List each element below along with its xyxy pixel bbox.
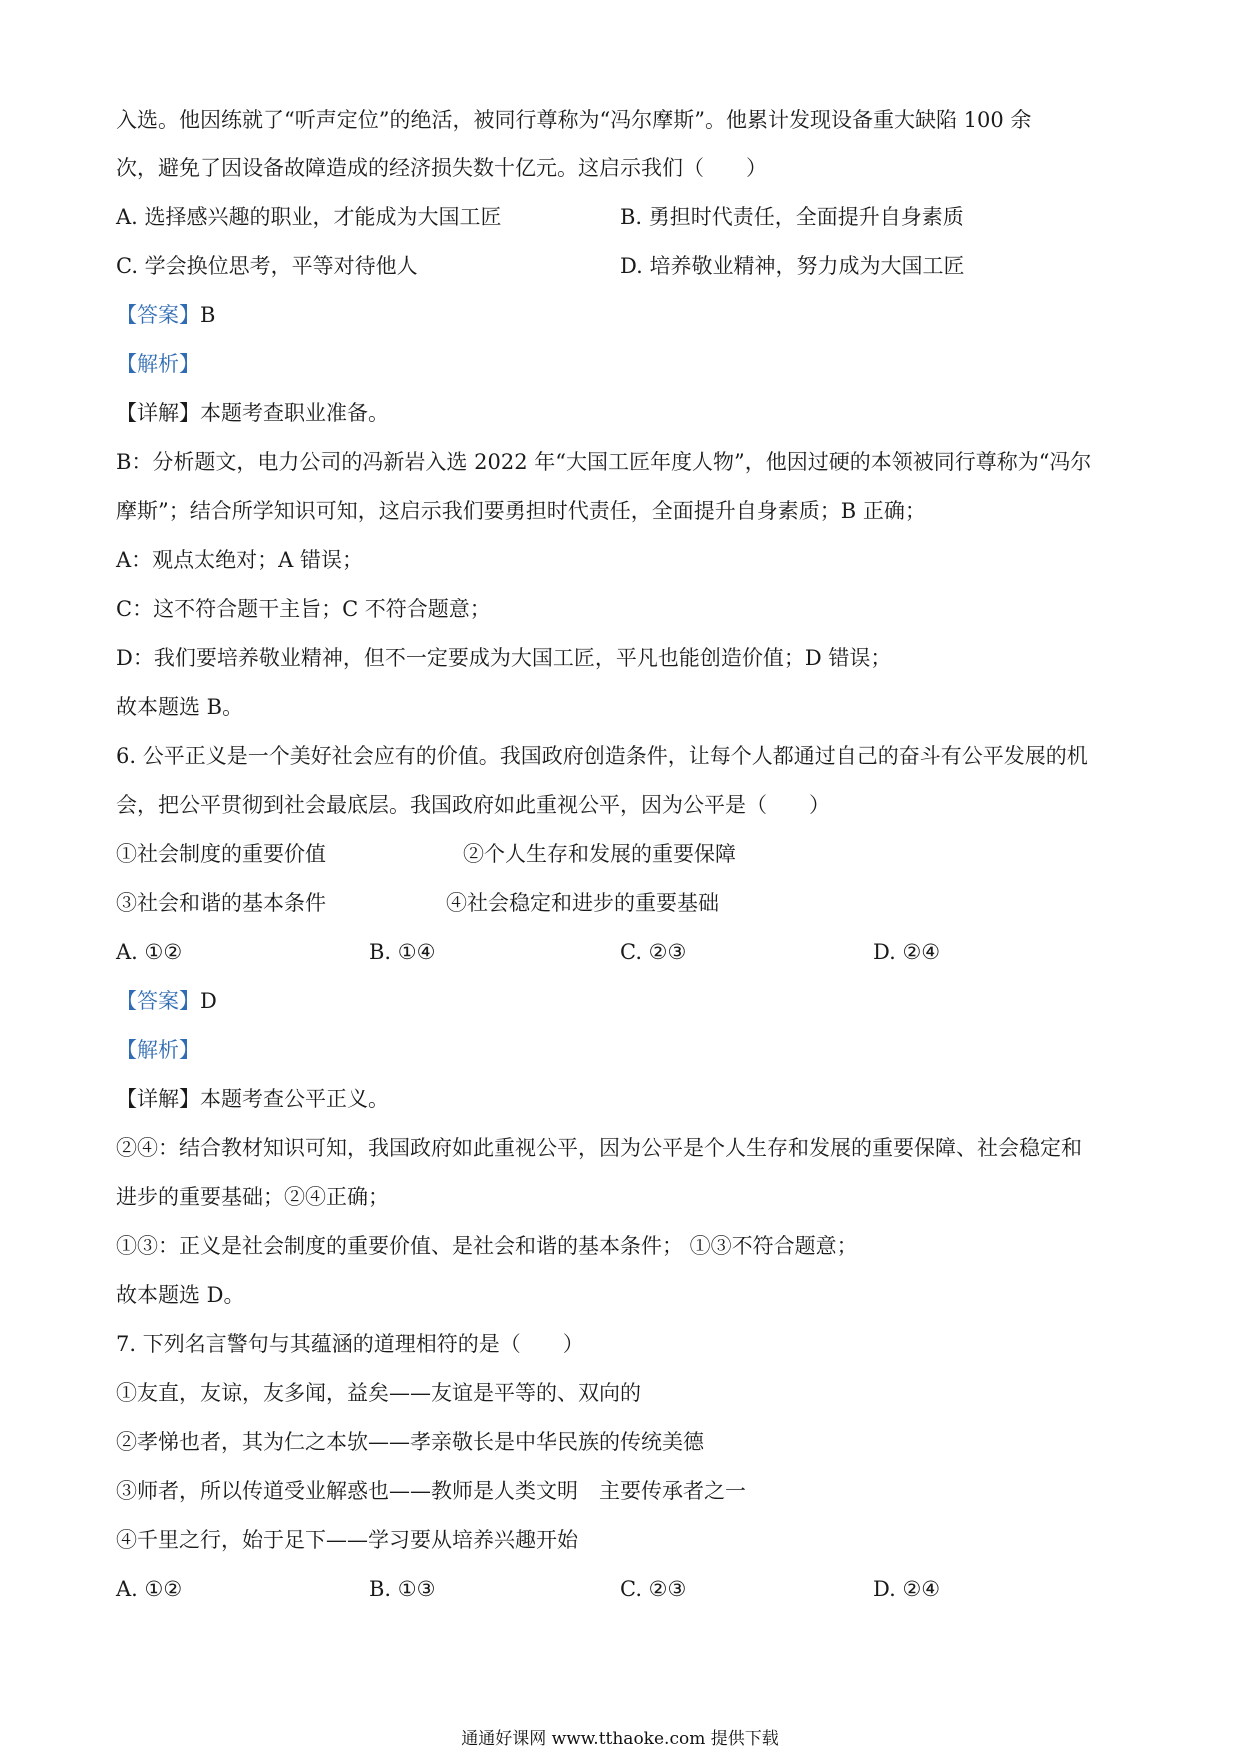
q6-item-1: ①社会制度的重要价值 [116, 842, 326, 866]
q5-answer-value: B [200, 303, 216, 327]
q5-option-b: B. 勇担时代责任，全面提升自身素质 [620, 205, 964, 229]
q7-item-2: ②孝悌也者，其为仁之本欤——孝亲敬长是中华民族的传统美德 [116, 1430, 704, 1454]
q5-explanation-1: B：分析题文，电力公司的冯新岩入选 2022 年“大国工匠年度人物”，他因过硬的本领被同行尊称为“冯尔 [116, 450, 1092, 474]
q7-item-4: ④千里之行，始于足下——学习要从培养兴趣开始 [116, 1528, 578, 1552]
q6-option-d: D. ②④ [873, 940, 941, 964]
q6-explanation-1: ②④：结合教材知识可知，我国政府如此重视公平，因为公平是个人生存和发展的重要保障、社会稳定和 [116, 1136, 1082, 1160]
q5-explanation-4: C：这不符合题干主旨；C 不符合题意； [116, 597, 491, 621]
q6-option-b: B. ①④ [369, 940, 436, 964]
q6-item-3: ③社会和谐的基本条件 [116, 891, 326, 915]
q6-explanation-2: 进步的重要基础；②④正确； [116, 1185, 389, 1209]
q7-option-b: B. ①③ [369, 1577, 436, 1601]
q6-answer-value: D [200, 989, 217, 1013]
q6-explanation-3: ①③：正义是社会制度的重要价值、是社会和谐的基本条件； ①③不符合题意； [116, 1234, 858, 1258]
q7-option-d: D. ②④ [873, 1577, 941, 1601]
q6-stem-line1: 6. 公平正义是一个美好社会应有的价值。我国政府创造条件，让每个人都通过自己的奋斗有公平发展的机 [116, 744, 1088, 768]
footer-source-link[interactable]: 通通好课网 www.tthaoke.com 提供下载 [461, 1729, 779, 1749]
q7-stem: 7. 下列名言警句与其蕴涵的道理相符的是（ ） [116, 1332, 584, 1356]
q5-option-c: C. 学会换位思考，平等对待他人 [116, 254, 418, 278]
q5-explanation-5: D：我们要培养敬业精神，但不一定要成为大国工匠，平凡也能创造价值；D 错误； [116, 646, 892, 670]
q7-option-c: C. ②③ [620, 1577, 687, 1601]
q5-explanation-3: A：观点太绝对；A 错误； [116, 548, 364, 572]
q7-item-3: ③师者，所以传道受业解惑也——教师是人类文明 主要传承者之一 [116, 1479, 746, 1503]
q5-option-d: D. 培养敬业精神，努力成为大国工匠 [620, 254, 965, 278]
q6-stem-line2: 会，把公平贯彻到社会最底层。我国政府如此重视公平，因为公平是（ ） [116, 793, 830, 817]
q6-item-4: ④社会稳定和进步的重要基础 [446, 891, 719, 915]
q5-answer-label: 【答案】 [116, 303, 200, 327]
q5-detail: 【详解】本题考查职业准备。 [116, 401, 389, 425]
q6-item-2: ②个人生存和发展的重要保障 [463, 842, 736, 866]
q7-option-a: A. ①② [116, 1577, 183, 1601]
q6-explanation-4: 故本题选 D。 [116, 1283, 245, 1307]
q5-stem-line2: 次，避免了因设备故障造成的经济损失数十亿元。这启示我们（ ） [116, 156, 767, 180]
q6-detail: 【详解】本题考查公平正义。 [116, 1087, 389, 1111]
q7-item-1: ①友直，友谅，友多闻，益矣——友谊是平等的、双向的 [116, 1381, 641, 1405]
q6-analysis-label: 【解析】 [116, 1038, 200, 1062]
q6-option-a: A. ①② [116, 940, 183, 964]
q5-explanation-2: 摩斯”；结合所学知识可知，这启示我们要勇担时代责任，全面提升自身素质；B 正确； [116, 499, 926, 523]
q5-explanation-6: 故本题选 B。 [116, 695, 244, 719]
q5-answer [116, 301, 215, 329]
q5-option-a: A. 选择感兴趣的职业，才能成为大国工匠 [116, 205, 502, 229]
q6-answer-label: 【答案】 [116, 989, 200, 1013]
q6-answer [116, 987, 217, 1015]
q6-option-c: C. ②③ [620, 940, 687, 964]
q5-analysis-label: 【解析】 [116, 352, 200, 376]
q5-stem-line1: 入选。他因练就了“听声定位”的绝活，被同行尊称为“冯尔摩斯”。他累计发现设备重大缺陷 100 余 [116, 108, 1032, 132]
